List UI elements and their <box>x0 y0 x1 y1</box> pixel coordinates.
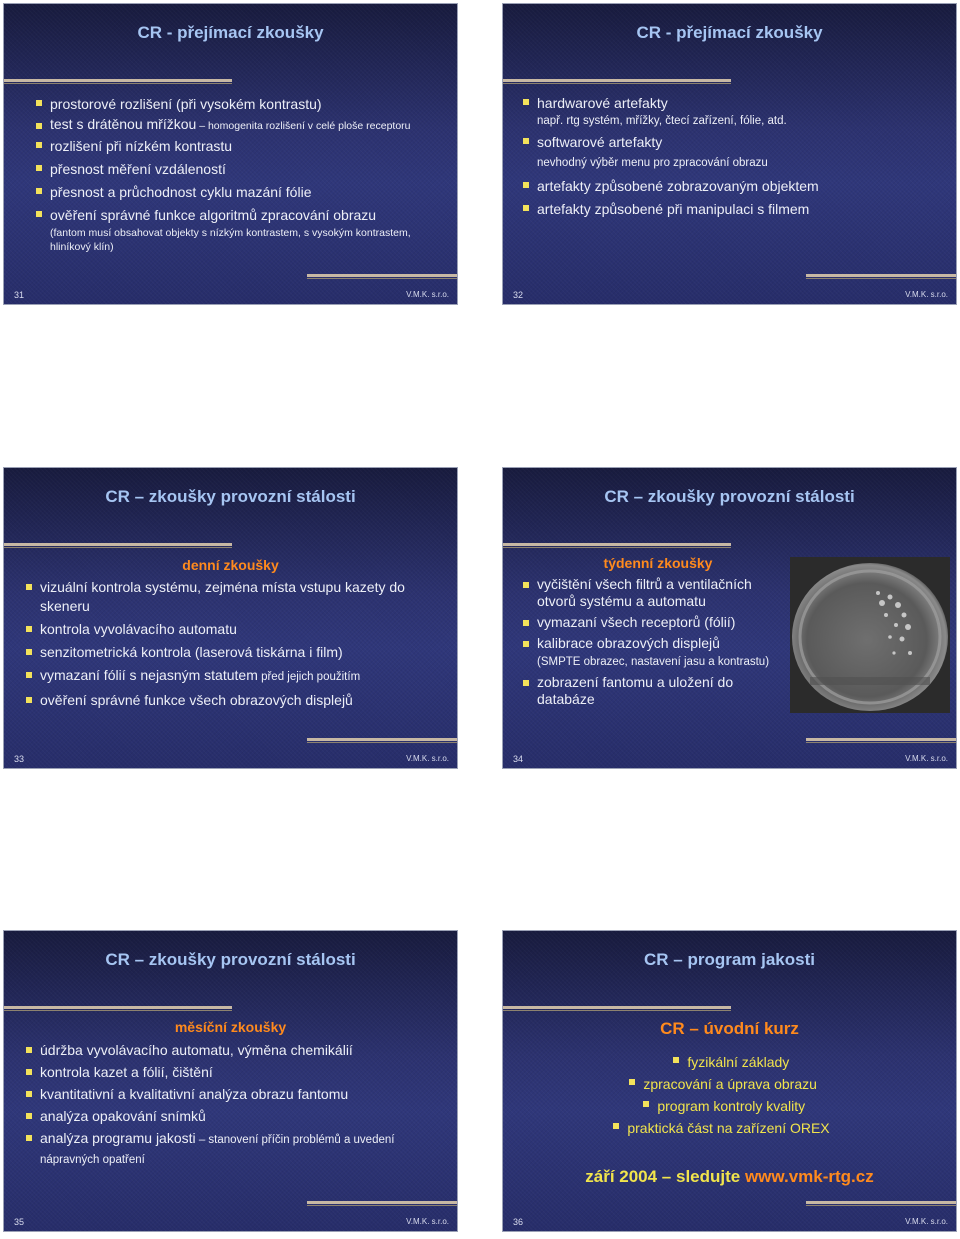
list-item: přesnost a průchodnost cyklu mazání fólie <box>36 182 446 202</box>
footer-company: V.M.K. s.r.o. <box>905 754 948 763</box>
list-item: program kontroly kvality <box>643 1095 829 1117</box>
list-item: zpracování a úprava obrazu <box>629 1073 829 1095</box>
bullet-list <box>26 578 446 710</box>
divider <box>307 274 457 277</box>
divider <box>806 1201 956 1204</box>
slide-footer <box>14 1217 449 1227</box>
list-item: vizuální kontrola systému, zejména místa vstupu kazety do skeneru <box>26 578 446 616</box>
list-note: (fantom musí obsahovat objekty s nízkým kontrastem, s vysokým kontrastem, hliníkový klín) <box>50 227 411 253</box>
phantom-xray-image <box>790 557 950 713</box>
list-item: praktická část na zařízení OREX <box>613 1117 829 1139</box>
slide-title: CR – zkoušky provozní stálosti <box>105 487 356 506</box>
divider <box>307 1201 457 1204</box>
bullet-list <box>26 1041 446 1169</box>
divider <box>503 547 731 548</box>
course-announcement: září 2004 – sledujte www.vmk-rtg.cz <box>585 1167 874 1186</box>
slide-title: CR - přejímací zkoušky <box>137 23 324 42</box>
divider <box>806 742 956 743</box>
divider <box>503 543 731 546</box>
list-item: kontrola kazet a fólií, čištění <box>26 1063 446 1081</box>
list-item: analýza opakování snímků <box>26 1107 446 1125</box>
section-subtitle: týdenní zkoušky <box>603 555 713 571</box>
list-item: analýza programu jakosti – stanovení příčin problémů a uvedení nápravných opatření <box>26 1129 446 1169</box>
divider <box>503 79 731 82</box>
slide-34 <box>502 467 957 769</box>
course-title: CR – úvodní kurz <box>660 1019 799 1038</box>
list-item: kontrola vyvolávacího automatu <box>26 620 446 639</box>
divider <box>806 1205 956 1206</box>
list-item: zobrazení fantomu a uložení do databáze <box>523 674 785 708</box>
bullet-list <box>523 93 943 219</box>
list-item: fyzikální základy <box>673 1051 829 1073</box>
slide-title: CR – zkoušky provozní stálosti <box>604 487 855 506</box>
slide-footer <box>14 754 449 764</box>
course-topics <box>503 1051 956 1139</box>
slide-footer <box>14 290 449 300</box>
divider <box>806 278 956 279</box>
phantom-image <box>790 557 950 713</box>
list-item: hardwarové artefakty <box>523 93 943 113</box>
list-item: ověření správné funkce algoritmů zpracování obrazu <box>36 205 446 225</box>
divider <box>806 274 956 277</box>
slide-number: 35 <box>14 1217 25 1227</box>
footer-company: V.M.K. s.r.o. <box>406 290 449 299</box>
list-item: vyčištění všech filtrů a ventilačních otvorů systému a automatu <box>523 576 785 610</box>
slide-title: CR – zkoušky provozní stálosti <box>105 950 356 969</box>
footer-company: V.M.K. s.r.o. <box>406 1217 449 1226</box>
footer-company: V.M.K. s.r.o. <box>905 1217 948 1226</box>
slide-32 <box>502 3 957 305</box>
divider <box>4 547 232 548</box>
footer-company: V.M.K. s.r.o. <box>905 290 948 299</box>
divider <box>4 79 232 82</box>
list-item: artefakty způsobené při manipulaci s filmem <box>523 199 943 219</box>
divider <box>4 1010 232 1011</box>
list-item: údržba vyvolávacího automatu, výměna chemikálií <box>26 1041 446 1059</box>
divider <box>503 1010 731 1011</box>
list-item: senzitometrická kontrola (laserová tiskárna i film) <box>26 643 446 662</box>
slide-title: CR – program jakosti <box>644 950 815 969</box>
divider <box>307 742 457 743</box>
list-item: kvantitativní a kvalitativní analýza obrazu fantomu <box>26 1085 446 1103</box>
slide-number: 34 <box>513 754 524 764</box>
slide-33 <box>3 467 458 769</box>
website-link[interactable]: www.vmk-rtg.cz <box>744 1167 874 1186</box>
list-detail: nevhodný výběr menu pro zpracování obrazu <box>537 157 768 169</box>
divider <box>307 738 457 741</box>
list-item: test s drátěnou mřížkou – homogenita rozlišení v celé ploše receptoru <box>36 117 446 133</box>
bullet-list <box>523 576 785 708</box>
footer-company: V.M.K. s.r.o. <box>406 754 449 763</box>
slide-number: 33 <box>14 754 25 764</box>
slide-number: 36 <box>513 1217 524 1227</box>
divider <box>307 1205 457 1206</box>
list-item: softwarové artefakty <box>523 132 943 152</box>
slide-footer <box>513 1217 948 1227</box>
slide-title: CR - přejímací zkoušky <box>636 23 823 42</box>
slide-36 <box>502 930 957 1232</box>
divider <box>307 278 457 279</box>
divider <box>503 1006 731 1009</box>
divider <box>4 543 232 546</box>
list-item: vymazaní fólií s nejasným statutem před jejich použitím <box>26 666 446 687</box>
list-item: artefakty způsobené zobrazovaným objektem <box>523 176 943 196</box>
divider <box>4 83 232 84</box>
section-subtitle: měsíční zkoušky <box>174 1019 287 1035</box>
divider <box>4 1006 232 1009</box>
list-item: rozlišení při nízkém kontrastu <box>36 136 446 156</box>
divider <box>806 738 956 741</box>
slide-footer <box>513 754 948 764</box>
slide-number: 31 <box>14 290 25 300</box>
slide-35 <box>3 930 458 1232</box>
section-subtitle: denní zkoušky <box>182 557 279 573</box>
list-item: přesnost měření vzdáleností <box>36 159 446 179</box>
bullet-list <box>36 94 446 254</box>
list-item: vymazaní všech receptorů (fólií) <box>523 614 785 631</box>
list-item: kalibrace obrazových displejů (SMPTE obrazec, nastavení jasu a kontrastu) <box>523 635 785 670</box>
divider <box>503 83 731 84</box>
slide-number: 32 <box>513 290 524 300</box>
list-item: prostorové rozlišení (při vysokém kontrastu) <box>36 94 446 114</box>
slide-31 <box>3 3 458 305</box>
list-detail: např. rtg systém, mřížky, čtecí zařízení, fólie, atd. <box>537 115 787 127</box>
slide-footer <box>513 290 948 300</box>
list-item: ověření správné funkce všech obrazových displejů <box>26 691 446 710</box>
